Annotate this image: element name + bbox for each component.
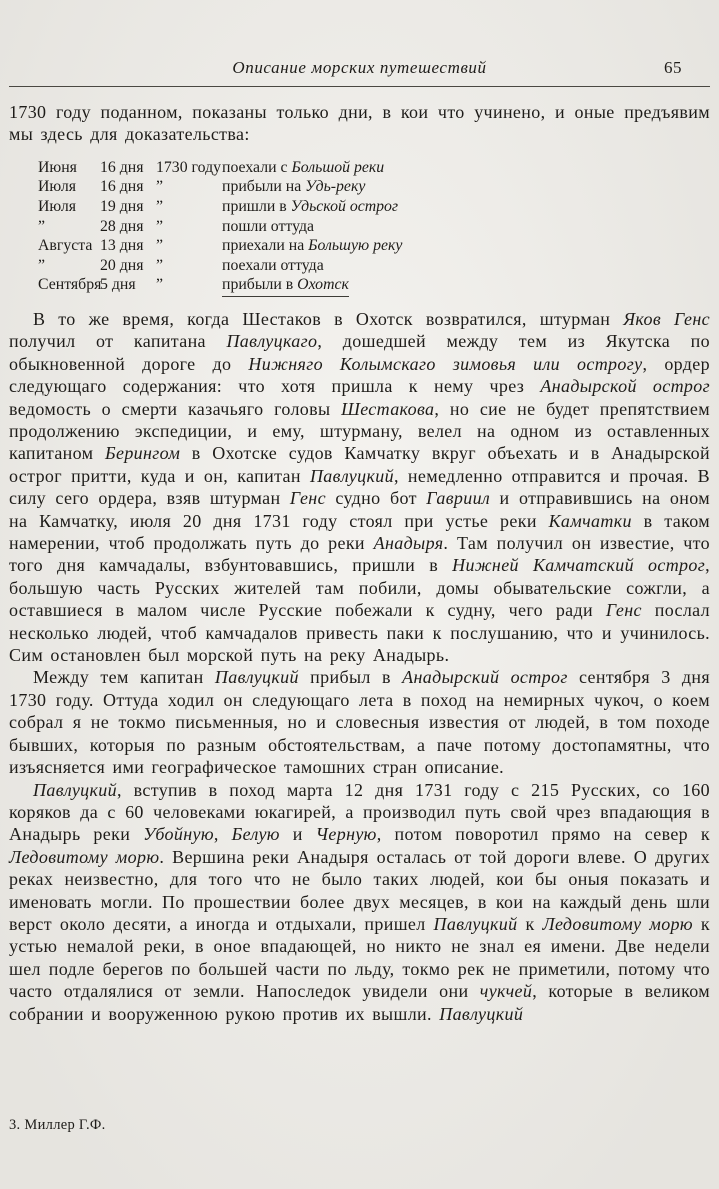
- itinerary-year: ”: [156, 256, 164, 274]
- itinerary-day: 19 дня: [100, 198, 144, 215]
- itinerary-event: [222, 256, 324, 276]
- text-run: поехали оттуда: [222, 256, 324, 274]
- italic-text-run: Анадырской острог: [540, 376, 711, 397]
- italic-text-run: Павлуцкий: [433, 913, 518, 934]
- text-run: в таком намерении, чтоб продолжать путь до реки: [9, 510, 710, 554]
- itinerary-month: Сентября: [38, 276, 102, 294]
- itinerary-event: [222, 217, 314, 237]
- text-run: приехали на: [222, 237, 309, 255]
- italic-text-run: Удь-реку: [305, 178, 366, 196]
- italic-text-run: Шестакова: [341, 398, 435, 419]
- italic-text-run: Генс: [605, 600, 642, 621]
- text-run: и отправившись на оном на Камчатку, июля 20 дня 1731 году стоял при устье реки: [9, 488, 711, 531]
- itinerary-row: [38, 158, 710, 178]
- itinerary-day: 16 дня: [100, 158, 144, 176]
- text-run: 1730 году поданном, показаны только дни, в кои что учинено, и оные предъявим мы здесь для доказательства:: [9, 102, 710, 145]
- header-rule: [9, 86, 710, 87]
- text-run: , ордер следующаго содержания: что хотя пришла к нему чрез: [9, 353, 710, 397]
- itinerary-row: [38, 256, 710, 276]
- text-run: к устью немалой реки, в оное впадающей, но никто не знал ея имени. Две недели шел подле берегов по большей части по льду, токмо рек не приметили, потому что часто отдалялися от земли. Напоследок увидели они: [9, 913, 710, 1002]
- italic-text-run: чукчей: [479, 981, 533, 1002]
- text-run: прибыли на: [222, 178, 306, 196]
- text-run: . Вершина реки Анадыря осталась от той дороги влеве. О других реках неизвестно, для того что не было таких людей, кои бы оныя показать и именовать могли. По прошествии более двух месяцев, в кои на каждый день шли верст около десяти, а иногда и отдыхали, пришел: [9, 846, 710, 934]
- itinerary-year: ”: [156, 217, 164, 235]
- itinerary-day: 16 дня: [100, 178, 144, 196]
- italic-text-run: Павлуцкий: [439, 1003, 524, 1024]
- text-run: пошли оттуда: [222, 217, 315, 235]
- text-run: В то же время, когда Шестаков в Охотск возвратился, штурман: [33, 308, 624, 329]
- itinerary-row: [38, 197, 710, 217]
- text-run: , которые в великом собрании и вооруженною рукою против их вышли.: [9, 981, 710, 1024]
- italic-text-run: Анадырский острог: [402, 667, 568, 688]
- itinerary-month: ”: [38, 217, 46, 235]
- itinerary-row: [38, 217, 710, 237]
- italic-text-run: Убойную: [143, 824, 214, 845]
- text-run: , вступив в поход марта 12 дня 1731 году с 215 Русских, со 160 коряков да с 60 человеками юкагирей, а производил путь свой чрез впадающия в Анадырь реки: [9, 779, 710, 845]
- itinerary-year: ”: [156, 237, 164, 255]
- itinerary-day: 13 дня: [100, 237, 144, 255]
- itinerary-month: Июня: [38, 158, 77, 176]
- body-paragraph-1: [9, 308, 710, 667]
- italic-text-run: Черную: [315, 824, 377, 845]
- italic-text-run: Анадыря: [373, 533, 444, 554]
- italic-text-run: Генс: [289, 488, 326, 509]
- itinerary-event: [222, 158, 384, 178]
- itinerary-month: Июля: [38, 178, 76, 196]
- page-number: 65: [664, 58, 682, 77]
- text-run: прибыли в: [222, 276, 298, 294]
- signature-mark: 3. Миллер Г.Ф.: [9, 1117, 106, 1133]
- text-run: , немедленно отправится и прочая. В силу сего ордера, взяв штурман: [9, 465, 710, 509]
- running-title: Описание морских путешествий: [232, 58, 487, 77]
- italic-text-run: Белую: [231, 824, 280, 845]
- intro-paragraph: [9, 101, 710, 146]
- text-run: , большую часть Русских жителей там побили, домы обывательские сожгли, а оставшиеся в малом числе Русские побежали к судну, чего ради: [9, 555, 710, 621]
- italic-text-run: Берингом: [105, 443, 181, 464]
- text-run: ,: [213, 824, 232, 845]
- text-run: сентября 3 дня 1730 году. Оттуда ходил он следующаго лета в поход на немирных чукоч, о коем собрал я не токмо письменныя, но и словесныя известия от людей, в том походе бывших, которыя по разным обстоятельствам, а паче потому достопамятны, что изъясняется ими географическое тамошних стран описание.: [9, 667, 710, 778]
- itinerary-event: [222, 275, 349, 297]
- itinerary-row: [38, 177, 710, 197]
- italic-text-run: Павлуцкий: [214, 667, 299, 688]
- text-run: ведомость о смерти казачьяго головы: [9, 398, 342, 419]
- itinerary-month: Июля: [38, 198, 76, 215]
- itinerary-month: ”: [38, 256, 46, 274]
- itinerary-year: ”: [156, 276, 164, 294]
- itinerary-year: ”: [156, 198, 164, 215]
- text-run: Между тем капитан: [33, 667, 215, 688]
- itinerary-table: [38, 158, 710, 297]
- itinerary-row: [38, 236, 710, 256]
- italic-text-run: Ледовитому морю: [542, 913, 693, 934]
- italic-text-run: Павлуцкаго: [226, 331, 318, 352]
- text-run: и: [279, 824, 316, 845]
- itinerary-year: ”: [156, 178, 164, 196]
- italic-text-run: Удьской острог: [290, 198, 399, 215]
- itinerary-event: [222, 197, 398, 217]
- itinerary-year: 1730 году: [156, 158, 222, 176]
- text-run: судно бот: [325, 488, 427, 509]
- italic-text-run: Павлуцкий: [309, 465, 394, 486]
- italic-text-run: Нижней Камчатский острог: [452, 555, 706, 576]
- itinerary-event: [222, 177, 365, 197]
- italic-text-run: Большую реку: [308, 237, 403, 255]
- text-run: . Там получил он известие, что того дня камчадалы, взбунтовавшись, пришли в: [9, 533, 711, 576]
- italic-text-run: Гавриил: [426, 488, 491, 509]
- italic-text-run: Павлуцкий: [33, 779, 117, 800]
- italic-text-run: Ледовитому морю: [9, 846, 160, 867]
- text-run: пришли в: [222, 198, 291, 215]
- itinerary-day: 28 дня: [100, 217, 144, 235]
- body-paragraph-3: [9, 779, 710, 1025]
- text-run: в Охотске судов Камчатку вкруг объехать и в Анадырской острог притти, куда и он, капитан: [9, 443, 711, 486]
- text-run: , дошедшей между тем из Якутска по обыкновенной дороге до: [9, 331, 710, 374]
- text-run: послал несколько людей, чтоб камчадалов привесть паки к послушанию, что и учинилось. Сим остановлен был морской путь на реку Анадырь.: [9, 600, 711, 666]
- itinerary-event: [222, 236, 402, 256]
- italic-text-run: Охотск: [297, 276, 349, 294]
- text-run: поехали с: [222, 158, 292, 176]
- itinerary-day: 20 дня: [100, 256, 144, 274]
- itinerary-month: Августа: [38, 237, 93, 255]
- text-run: прибыл в: [298, 667, 403, 688]
- italic-text-run: Камчатки: [548, 510, 632, 531]
- itinerary-row: [38, 275, 710, 297]
- italic-text-run: Нижняго Колымскаго зимовья или острогу: [248, 353, 643, 374]
- body-paragraph-2: [9, 666, 710, 778]
- running-head: [9, 58, 710, 80]
- text-run: , но сие не будет препятствием продолжению экспедиции, и ему, штурману, велел на одном из оставленных капитаном: [9, 398, 710, 464]
- text-run: к: [517, 913, 543, 934]
- italic-text-run: Большой реки: [291, 158, 385, 176]
- itinerary-day: 5 дня: [100, 276, 136, 294]
- text-run: получил от капитана: [9, 331, 227, 352]
- italic-text-run: Яков Генс: [623, 308, 710, 329]
- text-run: , потом поворотил прямо на север к: [376, 824, 711, 845]
